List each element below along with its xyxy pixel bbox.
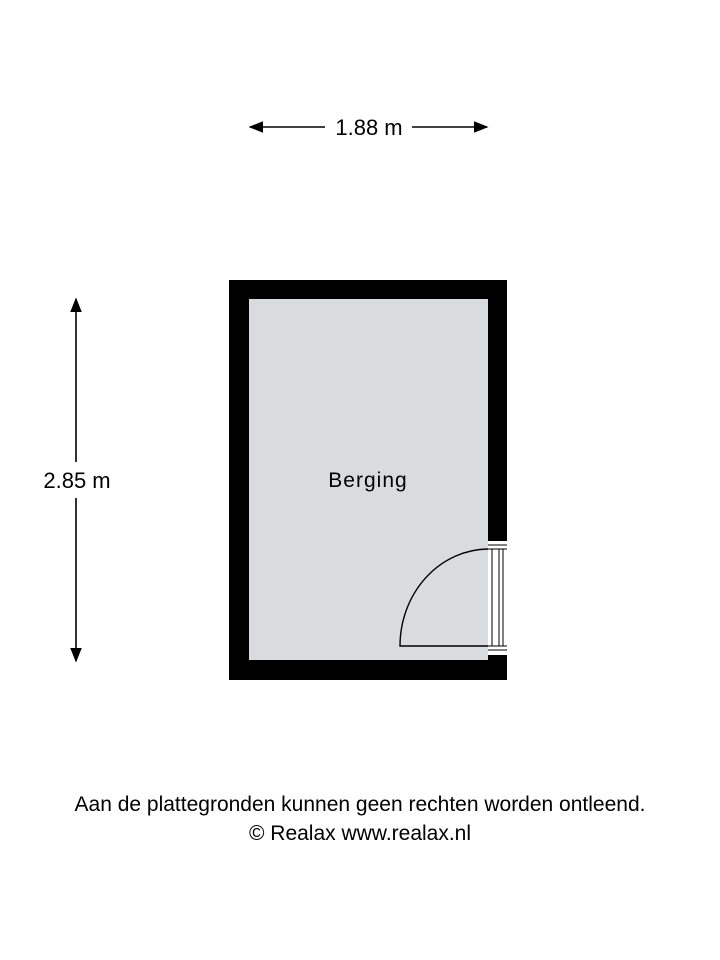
width-dimension bbox=[250, 115, 487, 140]
wall-bottom bbox=[229, 660, 507, 680]
copyright-text: © Realax www.realax.nl bbox=[248, 822, 472, 845]
height-dimension-label: 2.85 m bbox=[43, 468, 111, 493]
disclaimer-text: Aan de plattegronden kunnen geen rechten worden ontleend. bbox=[74, 793, 646, 816]
room-label: Berging bbox=[328, 469, 408, 492]
wall-right-upper bbox=[488, 280, 507, 541]
wall-left bbox=[229, 280, 249, 680]
door-frame bbox=[488, 541, 507, 655]
wall-right-lower bbox=[488, 655, 507, 680]
wall-top bbox=[229, 280, 507, 299]
height-dimension bbox=[43, 299, 110, 661]
width-dimension-label: 1.88 m bbox=[335, 115, 403, 140]
